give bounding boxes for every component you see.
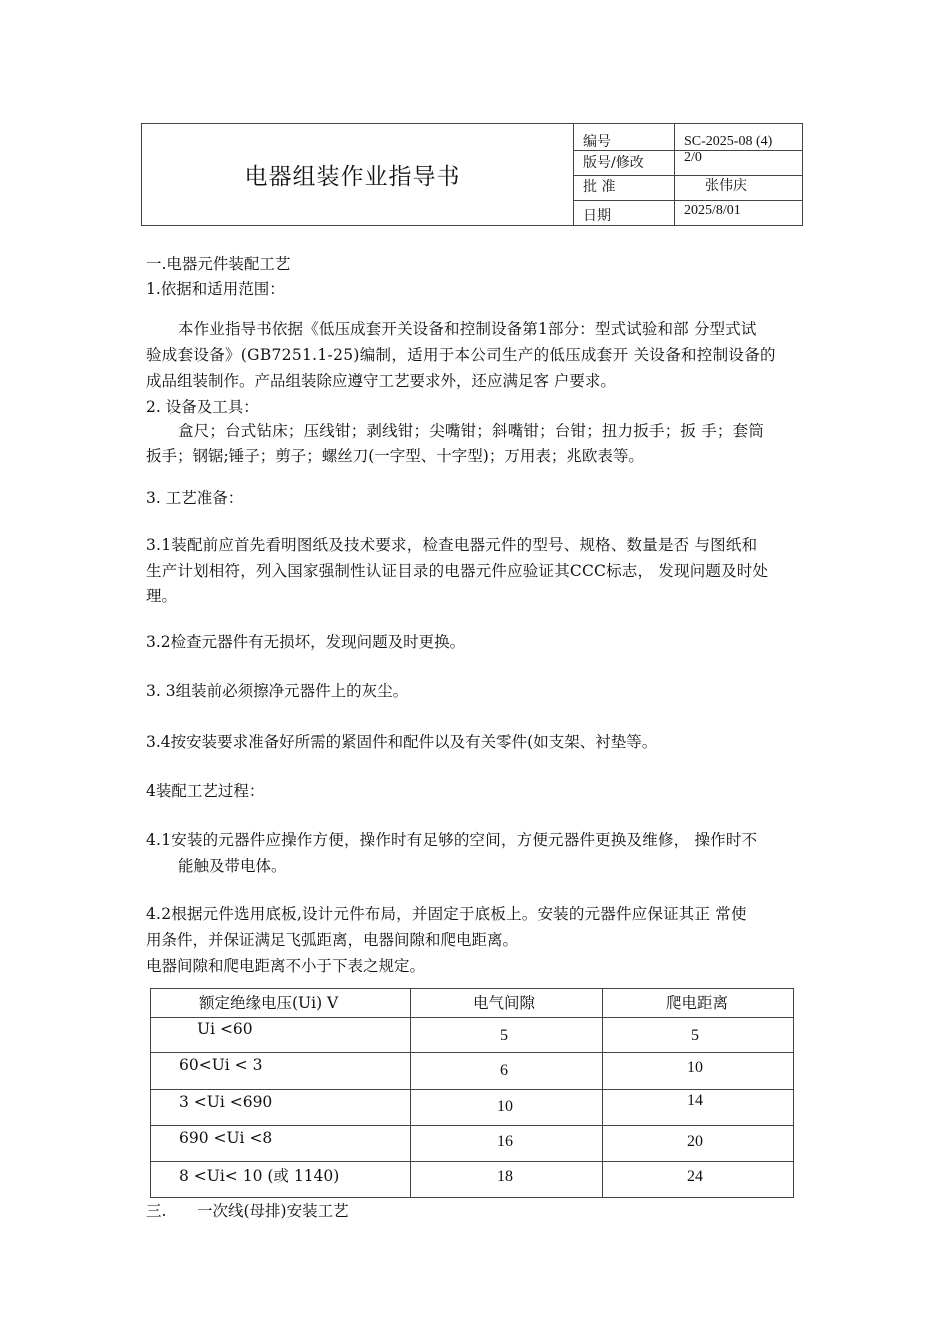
table-cell: 5 [500, 1027, 508, 1044]
table-cell: 5 [691, 1027, 699, 1044]
subsection-3-heading: 3. 工艺准备： [146, 489, 244, 507]
section-3-title: 一次线(母排)安装工艺 [197, 1202, 349, 1220]
section-3-number: 三. [146, 1202, 167, 1220]
table-header-cell: 电气间隙 [473, 994, 536, 1012]
table-row [151, 1090, 793, 1126]
header-value: SC-2025-08 (4) [684, 134, 773, 149]
header-row-date [574, 201, 802, 225]
table-header-cell: 额定绝缘电压(Ui) V [199, 994, 339, 1012]
table-cell: 6 [500, 1062, 508, 1079]
table-header-row [151, 989, 793, 1018]
document-header [141, 123, 803, 226]
table-cell: 10 [497, 1098, 513, 1115]
header-info-grid [574, 124, 802, 225]
header-value: 张伟庆 [705, 179, 747, 194]
header-row-approval [574, 176, 802, 201]
paragraph-line: 4.2根据元件选用底板,设计元件布局，并固定于底板上。安装的元器件应保证其正 常使 [146, 905, 747, 923]
paragraph-line: 3. 3组装前必须擦净元器件上的灰尘。 [146, 682, 409, 700]
table-header-cell: 爬电距离 [666, 994, 729, 1012]
paragraph-line: 成品组装制作。产品组装除应遵守工艺要求外，还应满足客 户要求。 [146, 372, 616, 390]
header-key: 批 准 [574, 176, 675, 200]
paragraph-line: 盒尺；台式钻床；压线钳；剥线钳；尖嘴钳；斜嘴钳；台钳；扭力扳手；扳 手；套筒 [178, 422, 765, 440]
paragraph-line: 3.2检查元器件有无损坏，发现问题及时更换。 [146, 633, 466, 651]
table-cell: 18 [497, 1168, 513, 1185]
table-cell: 690 <Ui <8 [179, 1129, 273, 1147]
paragraph-line: 扳手；钢锯;锤子；剪子；螺丝刀(一字型、十字型)；万用表；兆欧表等。 [146, 447, 644, 465]
clearance-table [150, 988, 794, 1198]
subsection-2-heading: 2. 设备及工具： [146, 398, 259, 416]
header-key: 日期 [574, 201, 675, 225]
table-cell: 3 <Ui <690 [179, 1093, 273, 1111]
header-value: 2/0 [684, 150, 702, 165]
table-cell: Ui <60 [197, 1020, 253, 1038]
paragraph-line: 生产计划相符，列入国家强制性认证目录的电器元件应验证其CCC标志， 发现问题及时处 [146, 562, 769, 580]
table-row [151, 1162, 793, 1197]
table-cell: 24 [687, 1168, 703, 1185]
subsection-1-heading: 1.依据和适用范围： [146, 280, 285, 298]
table-cell: 20 [687, 1133, 703, 1150]
paragraph-line: 能触及带电体。 [178, 857, 287, 875]
table-intro: 电器间隙和爬电距离不小于下表之规定。 [146, 957, 426, 975]
table-cell: 60<Ui < 3 [179, 1056, 263, 1074]
table-row [151, 1018, 793, 1053]
header-key: 编号 [574, 124, 675, 150]
table-cell: 16 [497, 1133, 513, 1150]
paragraph-line: 用条件，并保证满足飞弧距离，电器间隙和爬电距离。 [146, 931, 519, 949]
table-row [151, 1053, 793, 1090]
paragraph-line: 本作业指导书依据《低压成套开关设备和控制设备第1部分：型式试验和部 分型式试 [178, 320, 757, 338]
header-value: 2025/8/01 [684, 203, 741, 218]
header-key: 版号/修改 [574, 151, 675, 175]
table-cell: 14 [687, 1092, 703, 1109]
subsection-4-heading: 4装配工艺过程： [146, 782, 265, 800]
table-cell: 8 <Ui< 10 (或 1140) [179, 1167, 340, 1185]
header-row-number [574, 124, 802, 151]
paragraph-line: 3.4按安装要求准备好所需的紧固件和配件以及有关零件(如支架、衬垫等。 [146, 733, 658, 751]
table-cell: 10 [687, 1059, 703, 1076]
table-row [151, 1126, 793, 1162]
document-title: 电器组装作业指导书 [142, 124, 574, 225]
paragraph-line: 4.1安装的元器件应操作方便，操作时有足够的空间，方便元器件更换及维修， 操作时不 [146, 831, 758, 849]
paragraph-line: 理。 [146, 587, 178, 605]
section-1-title: 一.电器元件装配工艺 [146, 255, 291, 273]
header-row-version [574, 151, 802, 176]
paragraph-line: 验成套设备》(GB7251.1-25)编制，适用于本公司生产的低压成套开 关设备和控制设备的 [146, 346, 776, 364]
paragraph-line: 3.1装配前应首先看明图纸及技术要求，检查电器元件的型号、规格、数量是否 与图纸和 [146, 536, 758, 554]
